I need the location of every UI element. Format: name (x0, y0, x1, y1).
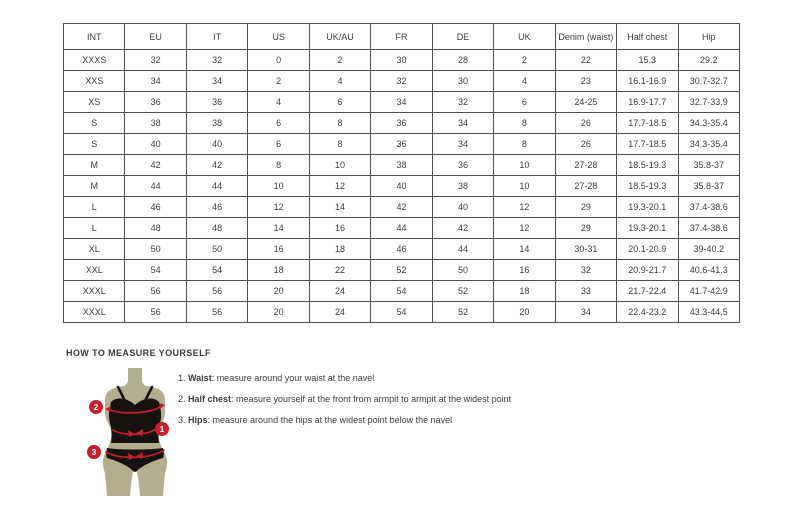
table-cell: 19.3-20.1 (617, 218, 678, 239)
measure-instruction (178, 410, 511, 431)
table-cell: 54 (371, 302, 432, 323)
table-cell: 32 (186, 50, 247, 71)
table-cell: 20 (494, 302, 555, 323)
instruction-label: Waist (188, 373, 212, 383)
table-cell: 44 (432, 239, 493, 260)
table-cell: 35.8-37 (678, 176, 739, 197)
table-cell: L (64, 197, 125, 218)
table-cell: 14 (248, 218, 309, 239)
table-cell: 56 (186, 302, 247, 323)
measure-heading: HOW TO MEASURE YOURSELF (66, 348, 211, 358)
table-cell: 38 (125, 113, 186, 134)
table-cell: XXL (64, 260, 125, 281)
table-cell: 6 (309, 92, 370, 113)
table-cell: 40 (186, 134, 247, 155)
table-cell: 16.1-16.9 (617, 71, 678, 92)
table-cell: 36 (432, 155, 493, 176)
table-cell: 12 (309, 176, 370, 197)
table-cell: 46 (186, 197, 247, 218)
table-cell: 16 (494, 260, 555, 281)
table-cell: 54 (186, 260, 247, 281)
table-cell: 44 (186, 176, 247, 197)
table-cell: 44 (125, 176, 186, 197)
table-cell: 4 (309, 71, 370, 92)
column-header: Denim (waist) (555, 24, 616, 50)
table-cell: 42 (371, 197, 432, 218)
table-cell: 20 (248, 281, 309, 302)
measure-instruction (178, 389, 511, 410)
table-cell: 42 (125, 155, 186, 176)
table-cell: 52 (432, 302, 493, 323)
table-cell: 2 (309, 50, 370, 71)
table-cell: 10 (494, 155, 555, 176)
table-header-row (64, 24, 740, 50)
table-cell: 10 (309, 155, 370, 176)
table-cell: 33 (555, 281, 616, 302)
table-cell: 22 (309, 260, 370, 281)
table-row (64, 155, 740, 176)
column-header: DE (432, 24, 493, 50)
table-cell: 2 (248, 71, 309, 92)
table-row (64, 197, 740, 218)
table-cell: S (64, 113, 125, 134)
instruction-text: : measure around your waist at the navel (211, 373, 375, 383)
table-cell: 27-28 (555, 176, 616, 197)
table-row (64, 218, 740, 239)
table-row (64, 134, 740, 155)
table-cell: XL (64, 239, 125, 260)
table-cell: 36 (371, 113, 432, 134)
table-row (64, 50, 740, 71)
table-cell: XXS (64, 71, 125, 92)
measurement-figure (78, 368, 190, 498)
table-cell: 26 (555, 113, 616, 134)
size-chart-table (63, 23, 740, 323)
table-cell: 30.7-32.7 (678, 71, 739, 92)
table-cell: 36 (371, 134, 432, 155)
table-cell: 34.3-35.4 (678, 113, 739, 134)
badge-half-chest (89, 400, 103, 414)
table-cell: 24-25 (555, 92, 616, 113)
measure-instruction (178, 368, 511, 389)
table-cell: 16 (309, 218, 370, 239)
table-cell: 34.3-35.4 (678, 134, 739, 155)
badge-waist-number: 1 (159, 425, 165, 434)
table-cell: 18 (248, 260, 309, 281)
table-cell: 40 (432, 197, 493, 218)
instruction-text: : measure yourself at the front from armpit to armpit at the widest point (231, 394, 512, 404)
table-cell: 40 (371, 176, 432, 197)
table-row (64, 176, 740, 197)
mannequin-neck (124, 368, 146, 386)
badge-hips (87, 445, 101, 459)
table-cell: 18.5-19.3 (617, 155, 678, 176)
column-header: Hip (678, 24, 739, 50)
table-cell: 42 (432, 218, 493, 239)
table-cell: L (64, 218, 125, 239)
table-cell: 41.7-42.9 (678, 281, 739, 302)
instruction-number: 1. (178, 373, 189, 383)
table-cell: 34 (125, 71, 186, 92)
table-cell: 54 (371, 281, 432, 302)
table-cell: 15.3 (617, 50, 678, 71)
table-cell: 37.4-38.6 (678, 218, 739, 239)
table-cell: 2 (494, 50, 555, 71)
table-row (64, 302, 740, 323)
table-cell: 6 (494, 92, 555, 113)
table-cell: 12 (494, 218, 555, 239)
table-cell: 40.6-41.3 (678, 260, 739, 281)
table-cell: 40 (125, 134, 186, 155)
instruction-text: : measure around the hips at the widest point below the navel (207, 415, 453, 425)
table-cell: 8 (494, 134, 555, 155)
table-cell: 36 (186, 92, 247, 113)
column-header: FR (371, 24, 432, 50)
table-cell: 39-40.2 (678, 239, 739, 260)
table-cell: 27-28 (555, 155, 616, 176)
table-cell: 34 (432, 113, 493, 134)
table-cell: 34 (186, 71, 247, 92)
table-cell: M (64, 176, 125, 197)
table-cell: 20.9-21.7 (617, 260, 678, 281)
table-row (64, 281, 740, 302)
table-cell: 38 (432, 176, 493, 197)
column-header: US (248, 24, 309, 50)
table-cell: 34 (432, 134, 493, 155)
table-cell: 50 (125, 239, 186, 260)
table-cell: 24 (309, 302, 370, 323)
table-cell: 30 (432, 71, 493, 92)
table-cell: XXXL (64, 281, 125, 302)
column-header: UK (494, 24, 555, 50)
table-cell: 23 (555, 71, 616, 92)
table-row (64, 71, 740, 92)
table-cell: 54 (125, 260, 186, 281)
table-cell: 8 (248, 155, 309, 176)
table-cell: 17.7-18.5 (617, 113, 678, 134)
column-header: EU (125, 24, 186, 50)
table-cell: 50 (432, 260, 493, 281)
table-cell: 16 (248, 239, 309, 260)
table-cell: 8 (309, 113, 370, 134)
instruction-label: Half chest (188, 394, 232, 404)
table-cell: 18 (494, 281, 555, 302)
table-cell: XS (64, 92, 125, 113)
badge-hips-number: 3 (91, 448, 97, 457)
table-cell: 46 (371, 239, 432, 260)
table-row (64, 92, 740, 113)
table-cell: 8 (309, 134, 370, 155)
swimsuit-top (109, 398, 161, 443)
instruction-number: 2. (178, 394, 189, 404)
table-cell: 22.4-23.2 (617, 302, 678, 323)
mannequin-illustration (78, 368, 190, 498)
table-cell: 10 (248, 176, 309, 197)
table-cell: 0 (248, 50, 309, 71)
table-cell: 18.5-19.3 (617, 176, 678, 197)
column-header: IT (186, 24, 247, 50)
table-cell: 18 (309, 239, 370, 260)
table-cell: 52 (432, 281, 493, 302)
table-cell: 28 (432, 50, 493, 71)
column-header: UK/AU (309, 24, 370, 50)
table-cell: 4 (494, 71, 555, 92)
measure-instructions (178, 368, 511, 431)
table-cell: 21.7-22.4 (617, 281, 678, 302)
table-cell: 30 (371, 50, 432, 71)
table-cell: 36 (125, 92, 186, 113)
table-cell: 38 (371, 155, 432, 176)
table-cell: 43.3-44.5 (678, 302, 739, 323)
table-cell: 32 (371, 71, 432, 92)
table-cell: 22 (555, 50, 616, 71)
table-cell: 48 (125, 218, 186, 239)
table-cell: 29 (555, 218, 616, 239)
table-cell: 30-31 (555, 239, 616, 260)
table-cell: 56 (125, 302, 186, 323)
table-cell: 32 (125, 50, 186, 71)
table-cell: 34 (371, 92, 432, 113)
table-cell: 12 (248, 197, 309, 218)
table-cell: 48 (186, 218, 247, 239)
table-cell: 29 (555, 197, 616, 218)
table-cell: M (64, 155, 125, 176)
table-cell: 24 (309, 281, 370, 302)
table-cell: 50 (186, 239, 247, 260)
table-cell: XXXS (64, 50, 125, 71)
table-cell: 52 (371, 260, 432, 281)
table-cell: 20 (248, 302, 309, 323)
table-row (64, 239, 740, 260)
table-cell: 6 (248, 113, 309, 134)
table-cell: 37.4-38.6 (678, 197, 739, 218)
table-cell: 29.2 (678, 50, 739, 71)
table-row (64, 260, 740, 281)
table-cell: 34 (555, 302, 616, 323)
table-cell: 26 (555, 134, 616, 155)
table-cell: 14 (494, 239, 555, 260)
instruction-label: Hips (188, 415, 208, 425)
badge-half-chest-number: 2 (93, 403, 99, 412)
table-cell: 19.3-20.1 (617, 197, 678, 218)
table-cell: 6 (248, 134, 309, 155)
table-cell: 12 (494, 197, 555, 218)
table-cell: 32 (432, 92, 493, 113)
table-cell: 32 (555, 260, 616, 281)
badge-waist (155, 422, 169, 436)
table-cell: 4 (248, 92, 309, 113)
table-cell: 10 (494, 176, 555, 197)
instruction-number: 3. (178, 415, 189, 425)
table-cell: 46 (125, 197, 186, 218)
table-cell: 35.8-37 (678, 155, 739, 176)
table-cell: 56 (186, 281, 247, 302)
table-cell: 8 (494, 113, 555, 134)
table-cell: S (64, 134, 125, 155)
table-cell: 14 (309, 197, 370, 218)
column-header: Half chest (617, 24, 678, 50)
table-row (64, 113, 740, 134)
table-cell: XXXL (64, 302, 125, 323)
table-cell: 32.7-33.9 (678, 92, 739, 113)
table-cell: 20.1-20.9 (617, 239, 678, 260)
table-cell: 16.9-17.7 (617, 92, 678, 113)
table-cell: 44 (371, 218, 432, 239)
table-cell: 17.7-18.5 (617, 134, 678, 155)
table-cell: 56 (125, 281, 186, 302)
table-cell: 38 (186, 113, 247, 134)
column-header: INT (64, 24, 125, 50)
table-cell: 42 (186, 155, 247, 176)
